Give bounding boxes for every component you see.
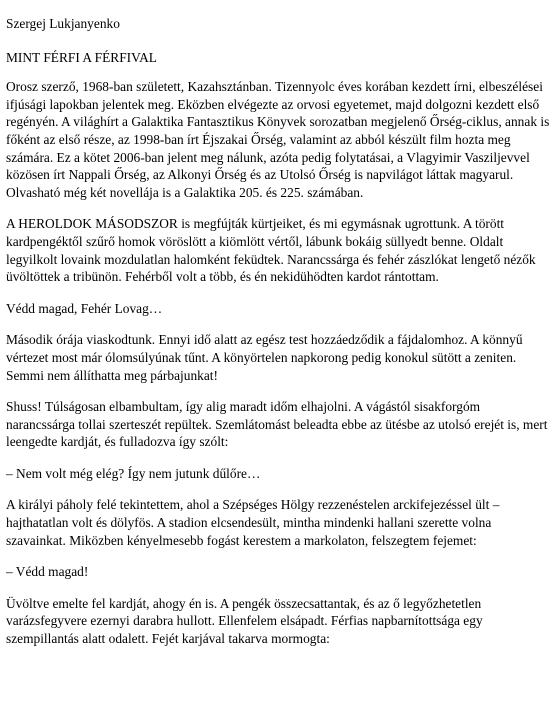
paragraph-shuss: Shuss! Túlságosan elbambultam, így alig maradt időm elhajolni. A vágástól sisakforgóm narancssárga tollai szerteszét repültek. Szemlátomást beleadta ebbe az ütésbe az utolsó erejét is, mert leengedte kardját, és fulladozva így szólt: — [6, 399, 548, 450]
paragraph-author-bio: Orosz szerző, 1968-ban született, Kazahsztánban. Tizennyolc éves korában kezdett írni, elbeszélései ifjúsági lapokban jelentek meg. Eközben elvégezte az orvosi egyetemet, majd dolgozni kezdett első regényén. A világhírt a Galaktika Fantasztikus Könyvek sorozatban megjelenő Őrség-ciklus, annak is főként az első része, az 1998-ban írt Éjszakai Őrség, valamint az abból készült film hozta meg számára. Ez a kötet 2006-ban jelent meg nálunk, azóta pedig folytatásai, a Vlagyimir Vasziljevvel közösen írt Nappali Őrség, az Alkonyi Őrség és az Utolsó Őrség is napvilágot láttak magyarul. Olvasható még két novellája is a Galaktika 205. és 225. számában. — [6, 79, 550, 200]
paragraph-heralds: A HEROLDOK MÁSODSZOR is megfújták kürtjeiket, és mi egymásnak ugrottunk. A törött kardpengéktől szűrő homok vöröslött a kiömlött vértől, lábunk bokáig süllyedt benne. Oldalt legyilkolt lovaink mozdulatlan halomként feküdtek. Narancssárga és fehér zászlókat lengető nézők üvöltöttek a tribünön. Fehérből volt a több, és én nekidühödten kardot rántottam. — [6, 216, 536, 285]
paragraph-not-enough: – Nem volt még elég? Így nem jutunk dűlőre… — [6, 465, 261, 481]
paragraph-defend-yourself: Védd magad, Fehér Lovag… — [6, 300, 163, 316]
paragraph-defend: – Védd magad! — [6, 564, 89, 580]
paragraph-swords-clash: Üvöltve emelte fel kardját, ahogy én is. A pengék összecsattantak, és az ő legyőzhetetlen varázsfegyvere ezernyi darabra hullott. Ellenfelem elsápadt. Férfias napbarnítottsága egy szempillantás alatt odalett. Fejét karjával takarva mormogta: — [6, 595, 483, 647]
paragraph-second-hour: Második órája viaskodtunk. Ennyi idő alatt az egész test hozzáedződik a fájdalomhoz. A könnyű vértezet most már ólomsúlyúnak tűnt. A könyörtelen napkorong pedig konokul sütött a zeniten. Semmi nem állíthatta meg párbajunkat! — [6, 332, 523, 383]
paragraph-royal-box: A királyi páholy felé tekintettem, ahol a Szépséges Hölgy rezzenéstelen arckifejezéssel ült – hajthatatlan volt és dölyfös. A stadion elcsendesült, mintha mindenki hallani szerette volna szavainkat. Miközben kényelmesebb fogást kerestem a markolaton, felszegtem fejemet: — [6, 497, 500, 548]
author-name: Szergej Lukjanyenko — [6, 16, 120, 31]
document-body — [6, 0, 550, 662]
story-title: MINT FÉRFI A FÉRFIVAL — [6, 49, 157, 65]
